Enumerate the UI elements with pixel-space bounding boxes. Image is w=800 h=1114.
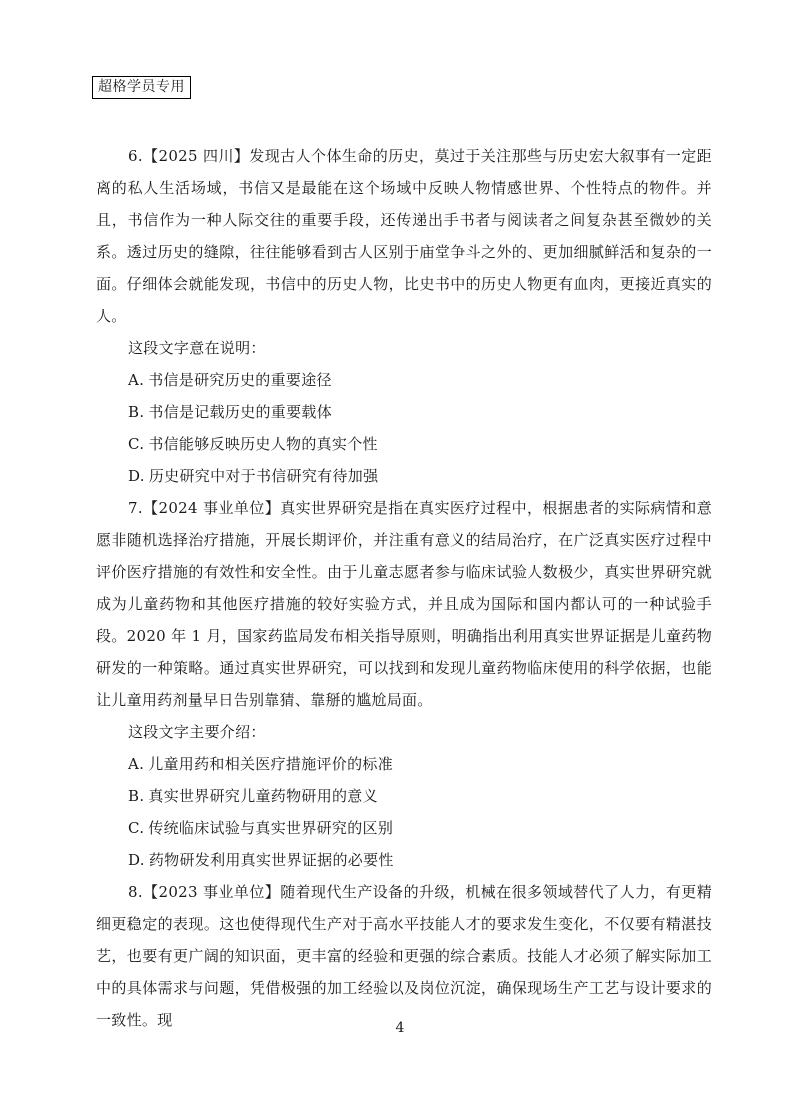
page-number: 4 xyxy=(395,1020,405,1036)
option-text: 真实世界研究儿童药物研用的意义 xyxy=(148,787,378,805)
option-text: 儿童用药和相关医疗措施评价的标准 xyxy=(148,755,394,773)
question-7-passage xyxy=(96,492,712,716)
option-letter: C. xyxy=(128,435,145,453)
question-6-passage xyxy=(96,140,712,332)
question-7-option-a xyxy=(96,748,712,780)
option-letter: B. xyxy=(128,787,145,805)
passage-text: 发现古人个体生命的历史，莫过于关注那些与历史宏大叙事有一定距离的私人生活场域，书信又是最能在这个场域中反映人物情感世界、个性特点的物件。并且，书信作为一种人际交往的重要手段，还传递出手书者与阅读者之间复杂甚至微妙的关系。透过历史的缝隙，往往能够看到古人区别于庙堂争斗之外的、更加细腻鲜活和复杂的一面。仔细体会就能发现，书信中的历史人物，比史书中的历史人物更有血肉，更接近真实的人。 xyxy=(96,147,712,325)
question-6-option-a xyxy=(96,364,712,396)
option-letter: D. xyxy=(128,851,145,869)
option-text: 历史研究中对于书信研究有待加强 xyxy=(148,467,379,485)
question-7-option-b xyxy=(96,780,712,812)
question-6-option-d xyxy=(96,460,712,492)
question-7-option-c xyxy=(96,812,712,844)
option-letter: A. xyxy=(128,755,145,773)
question-7-option-d xyxy=(96,844,712,876)
option-letter: D. xyxy=(128,467,145,485)
passage-text: 随着现代生产设备的升级，机械在很多领域替代了人力，有更精细更稳定的表现。这也使得现代生产对于高水平技能人才的要求发生变化，不仅要有精湛技艺，也要有更广阔的知识面，更丰富的经验和更强的综合素质。技能人才必须了解实际加工中的具体需求与问题，凭借极强的加工经验以及岗位沉淀，确保现场生产工艺与设计要求的一致性。现 xyxy=(96,883,713,1029)
option-text: 药物研发利用真实世界证据的必要性 xyxy=(148,851,394,869)
question-8-passage xyxy=(96,876,712,1036)
question-source: 【2023 事业单位】 xyxy=(142,883,281,901)
option-letter: A. xyxy=(128,371,145,389)
question-6-option-b xyxy=(96,396,712,428)
option-text: 书信能够反映历史人物的真实个性 xyxy=(148,435,378,453)
question-number: 8. xyxy=(128,883,143,901)
question-number: 7. xyxy=(128,499,143,517)
header-label: 超格学员专用 xyxy=(92,76,191,99)
question-source: 【2024 事业单位】 xyxy=(142,499,281,517)
question-source: 【2025 四川】 xyxy=(142,147,250,165)
option-text: 书信是研究历史的重要途径 xyxy=(148,371,332,389)
question-number: 6. xyxy=(128,147,143,165)
option-letter: B. xyxy=(128,403,145,421)
question-content xyxy=(96,140,712,1036)
question-6-prompt: 这段文字意在说明： xyxy=(128,339,266,357)
passage-text: 真实世界研究是指在真实医疗过程中，根据患者的实际病情和意愿非随机选择治疗措施，开展长期评价，并注重有意义的结局治疗，在广泛真实医疗过程中评价医疗措施的有效性和安全性。由于儿童志愿者参与临床试验人数极少，真实世界研究就成为儿童药物和其他医疗措施的较好实验方式，并且成为国际和国内都认可的一种试验手段。2020 年 1 月，国家药监局发布相关指导原则，明确指出利用真实世界证据是儿童药物研发的一种策略。通过真实世界研究，可以找到和发现儿童药物临床使用的科学依据，也能让儿童用药剂量早日告别靠猜、靠掰的尴尬局面。 xyxy=(96,499,713,709)
option-letter: C. xyxy=(128,819,145,837)
question-7-prompt: 这段文字主要介绍： xyxy=(128,723,266,741)
option-text: 书信是记载历史的重要载体 xyxy=(148,403,333,421)
option-text: 传统临床试验与真实世界研究的区别 xyxy=(148,819,394,837)
question-6-option-c xyxy=(96,428,712,460)
